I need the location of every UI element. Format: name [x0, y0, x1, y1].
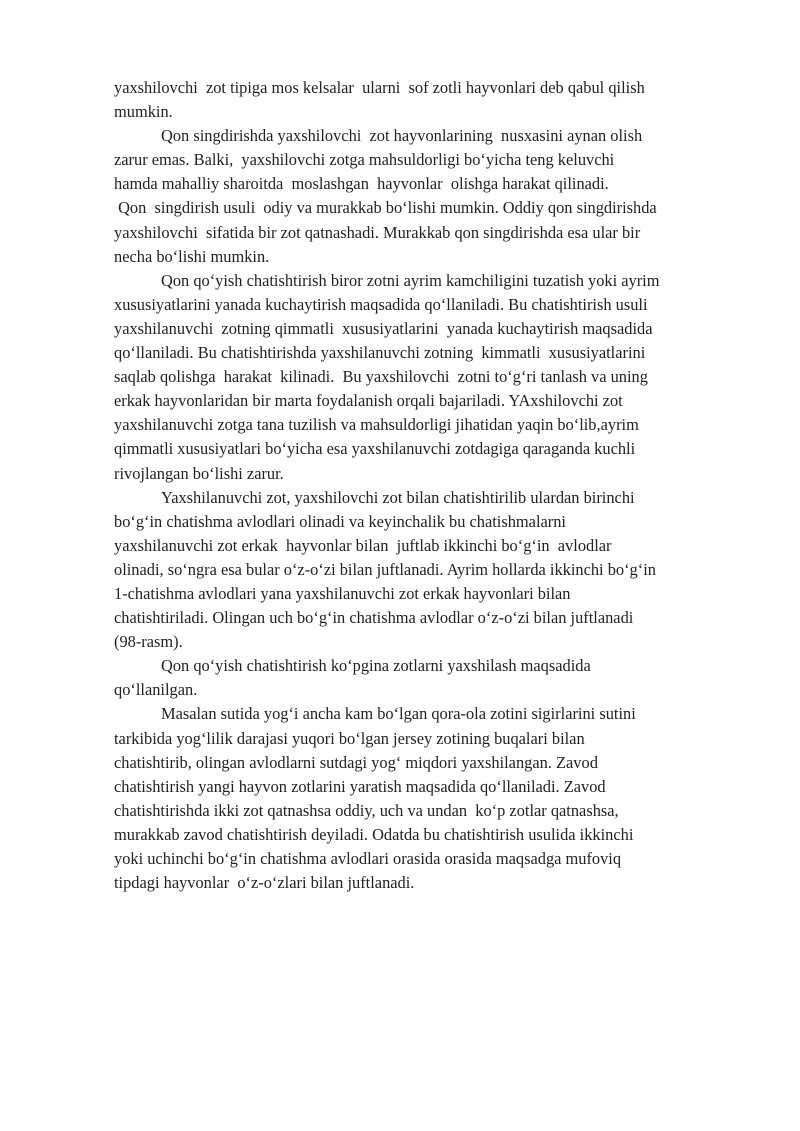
- text-line: qo‘llanilgan.: [114, 680, 198, 700]
- text-line: Qon qo‘yish chatishtirish biror zotni ayrim kamchiligini tuzatish yoki ayrim: [161, 270, 660, 290]
- document-body-text: [114, 76, 734, 895]
- text-line: Masalan sutida yog‘i ancha kam bo‘lgan qora-ola zotini sigirlarini sutini: [161, 704, 636, 724]
- text-line: tarkibida yog‘lilik darajasi yuqori bo‘lgan jersey zotining buqalari bilan: [114, 728, 585, 748]
- text-line: yaxshilanuvchi zot erkak hayvonlar bilan juftlab ikkinchi bo‘g‘in avlodlar: [114, 535, 612, 555]
- text-line: zarur emas. Balki, yaxshilovchi zotga mahsuldorligi bo‘yicha teng keluvchi: [114, 150, 615, 170]
- text-line: necha bo‘lishi mumkin.: [114, 246, 270, 266]
- text-line: chatishtirishda ikki zot qatnashsa oddiy, uch va undan ko‘p zotlar qatnashsa,: [114, 800, 619, 820]
- text-line: murakkab zavod chatishtirish deyiladi. Odatda bu chatishtirish usulida ikkinchi: [114, 824, 634, 844]
- text-line: Qon qo‘yish chatishtirish ko‘pgina zotlarni yaxshilash maqsadida: [161, 656, 591, 676]
- text-line: xususiyatlarini yanada kuchaytirish maqsadida qo‘llaniladi. Bu chatishtirish usuli: [114, 294, 648, 314]
- text-line: tipdagi hayvonlar o‘z-o‘zlari bilan juftlanadi.: [114, 873, 415, 893]
- text-line: rivojlangan bo‘lishi zarur.: [114, 463, 284, 483]
- text-line: qo‘llaniladi. Bu chatishtirishda yaxshilanuvchi zotning kimmatli xususiyatlarini: [114, 343, 646, 363]
- text-line: yaxshilovchi sifatida bir zot qatnashadi. Murakkab qon singdirishda esa ular bir: [114, 222, 641, 242]
- text-line: Qon singdirishda yaxshilovchi zot hayvonlarining nusxasini aynan olish: [161, 126, 643, 146]
- text-line: olinadi, so‘ngra esa bular o‘z-o‘zi bilan juftlanadi. Ayrim hollarda ikkinchi bo‘g‘in: [114, 559, 656, 579]
- text-line: chatishtirish yangi hayvon zotlarini yaratish maqsadida qo‘llaniladi. Zavod: [114, 776, 606, 796]
- text-line: yaxshilanuvchi zotga tana tuzilish va mahsuldorligi jihatidan yaqin bo‘lib,ayrim: [114, 415, 639, 435]
- text-line: yoki uchinchi bo‘g‘in chatishma avlodlari orasida orasida maqsadga mufoviq: [114, 849, 622, 868]
- text-line: hamda mahalliy sharoitda moslashgan hayvonlar olishga harakat qilinadi.: [114, 174, 609, 194]
- text-line: Yaxshilanuvchi zot, yaxshilovchi zot bilan chatishtirilib ulardan birinchi: [161, 487, 635, 507]
- text-line: chatishtiriladi. Olingan uch bo‘g‘in chatishma avlodlar o‘z-o‘zi bilan juftlanadi: [114, 608, 634, 628]
- text-line: 1-chatishma avlodlari yana yaxshilanuvchi zot erkak hayvonlari bilan: [114, 583, 571, 603]
- text-line: (98-rasm).: [114, 632, 183, 652]
- text-line: yaxshilanuvchi zotning qimmatli xususiyatlarini yanada kuchaytirish maqsadida: [114, 318, 653, 338]
- text-line: chatishtirib, olingan avlodlarni sutdagi yog‘ miqdori yaxshilangan. Zavod: [114, 752, 598, 772]
- text-line: erkak hayvonlaridan bir marta foydalanish orqali bajariladi. YAxshilovchi zot: [114, 391, 623, 411]
- text-line: bo‘g‘in chatishma avlodlari olinadi va keyinchalik bu chatishmalarni: [114, 511, 566, 531]
- text-line: mumkin.: [114, 102, 173, 122]
- text-line: yaxshilovchi zot tipiga mos kelsalar ularni sof zotli hayvonlari deb qabul qilish: [114, 78, 645, 97]
- text-line: Qon singdirish usuli odiy va murakkab bo‘lishi mumkin. Oddiy qon singdirishda: [114, 198, 657, 218]
- text-line: qimmatli xususiyatlari bo‘yicha esa yaxshilanuvchi zotdagiga qaraganda kuchli: [114, 439, 636, 459]
- text-line: saqlab qolishga harakat kilinadi. Bu yaxshilovchi zotni to‘g‘ri tanlash va uning: [114, 367, 648, 387]
